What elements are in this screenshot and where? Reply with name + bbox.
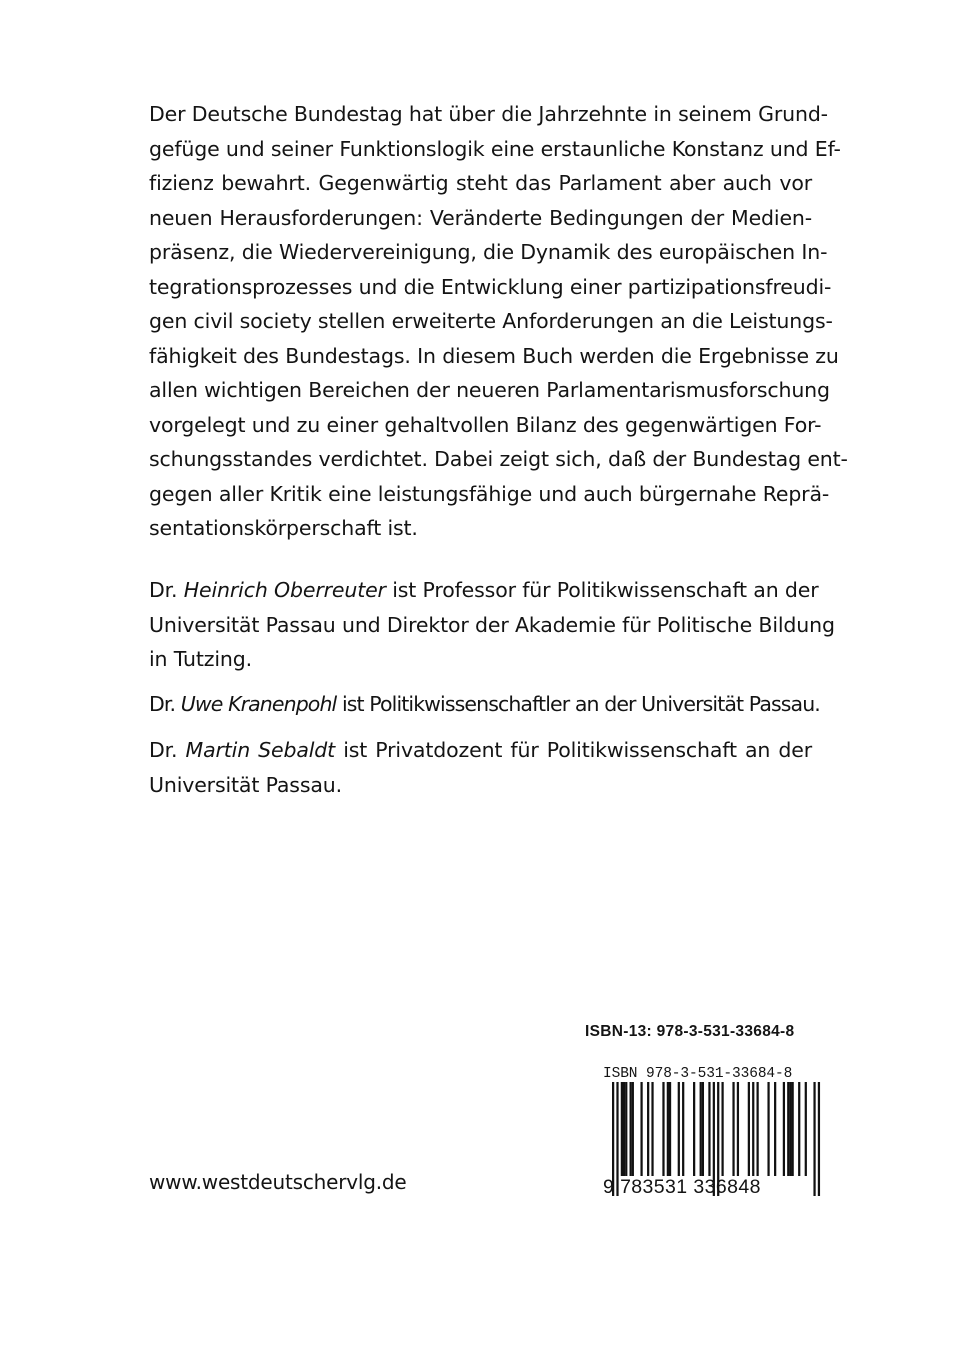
barcode-bar [700, 1082, 702, 1176]
author-title: Dr. [149, 692, 181, 716]
blurb-line: gen civil society stellen erweiterte Anforderungen an die Leistungs- [149, 309, 833, 333]
author-name: Uwe Kranenpohl [180, 692, 337, 716]
barcode-bar [813, 1082, 815, 1196]
barcode-bar [667, 1082, 669, 1176]
blurb-line: gefüge und seiner Funktionslogik eine erstaunliche Konstanz und Ef- [149, 136, 841, 161]
bio-text: ist Privatdozent für Politikwissenschaft an der [335, 738, 812, 762]
bio-text: ist Politikwissenschaftler an der Universität Passau. [336, 692, 820, 716]
barcode-bar [632, 1082, 634, 1176]
barcode-bar [818, 1082, 820, 1196]
barcode-isbn-text: ISBN 978-3-531-33684-8 [603, 1066, 793, 1082]
barcode-bar [693, 1082, 695, 1176]
barcode-bar [682, 1082, 684, 1176]
barcode-bar [798, 1082, 800, 1176]
blurb-line: gegen aller Kritik eine leistungsfähige und auch bürgernahe Reprä- [149, 481, 830, 506]
blurb-line: allen wichtigen Bereichen der neueren Parlamentarismusforschung [149, 378, 830, 402]
blurb-line: Der Deutsche Bundestag hat über die Jahrzehnte in seinem Grund- [149, 102, 828, 126]
isbn13-label: ISBN-13: 978-3-531-33684-8 [585, 1023, 795, 1040]
bio-line [149, 733, 812, 768]
bio-line [149, 573, 819, 608]
barcode-bar [757, 1082, 759, 1176]
author-name: Martin Sebaldt [185, 738, 336, 762]
author-name: Heinrich Oberreuter [183, 578, 386, 602]
blurb-line: neuen Herausforderungen: Veränderte Bedingungen der Medien- [149, 205, 812, 230]
barcode-bar [678, 1082, 680, 1176]
barcode-bar [662, 1082, 664, 1176]
barcode-bar [774, 1082, 776, 1176]
barcode-bar [708, 1082, 710, 1176]
barcode-bar [752, 1082, 754, 1176]
blurb-line: tegrationsprozesses und die Entwicklung einer partizipationsfreudi- [149, 274, 832, 299]
barcode-bar [640, 1082, 642, 1176]
blurb-line: fizienz bewahrt. Gegenwärtig steht das Parlament aber auch vor [149, 171, 812, 195]
barcode-bar [651, 1082, 653, 1176]
barcode-bar [630, 1082, 632, 1176]
barcode-bar [732, 1082, 734, 1176]
bio-line: Universität Passau. [149, 772, 342, 797]
publisher-website: www.westdeutschervlg.de [149, 1170, 407, 1194]
bio-line: Universität Passau und Direktor der Akademie für Politische Bildung [149, 612, 835, 637]
barcode-bar [702, 1082, 704, 1176]
blurb-line: schungsstandes verdichtet. Dabei zeigt sich, daß der Bundestag ent- [149, 447, 848, 471]
barcode-bar [787, 1082, 789, 1176]
barcode-bar [748, 1082, 750, 1176]
author-title: Dr. [149, 738, 186, 762]
barcode-bar [783, 1082, 785, 1176]
barcode-bar [767, 1082, 769, 1176]
author-bio-oberreuter [149, 573, 835, 677]
blurb-line: präsenz, die Wiedervereinigung, die Dynamik des europäischen In- [149, 240, 828, 264]
barcode-bar [805, 1082, 807, 1176]
barcode-bar [789, 1082, 791, 1176]
barcode-bar [737, 1082, 739, 1176]
barcode-bar [647, 1082, 649, 1176]
blurb-line: sentationskörperschaft ist. [149, 516, 418, 540]
author-title: Dr. [149, 578, 184, 602]
blurb-line: vorgelegt und zu einer gehaltvollen Bilanz des gegenwärtigen For- [149, 412, 822, 437]
barcode-bar [625, 1082, 627, 1176]
barcode-bar [721, 1082, 723, 1176]
blurb-line: fähigkeit des Bundestags. In diesem Buch werden die Ergebnisse zu [149, 343, 839, 368]
barcode-bar [621, 1082, 623, 1176]
barcode-digits: 9 783531 336848 [603, 1176, 761, 1198]
bio-text: ist Professor für Politikwissenschaft an der [385, 578, 819, 602]
bio-line: in Tutzing. [149, 647, 252, 671]
barcode-bar [623, 1082, 625, 1176]
barcode-bar [792, 1082, 794, 1176]
bio-line [149, 687, 820, 722]
barcode-bar [669, 1082, 671, 1176]
author-bio-kranenpohl [149, 687, 820, 722]
blurb-paragraph [149, 97, 848, 546]
author-bio-sebaldt [149, 733, 812, 802]
